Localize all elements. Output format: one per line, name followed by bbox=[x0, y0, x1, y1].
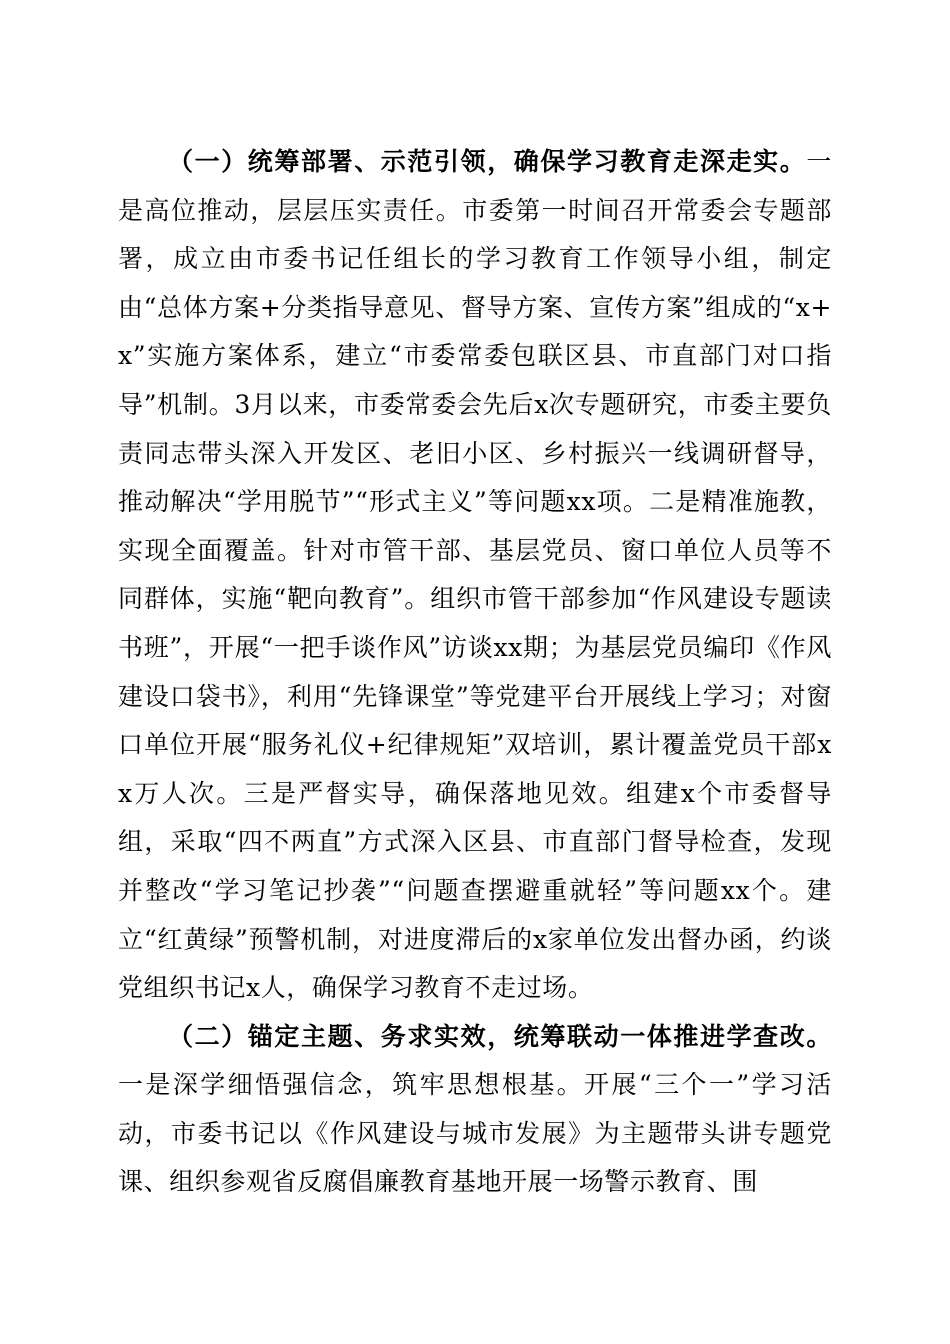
paragraph-2-body: 一是深学细悟强信念，筑牢思想根基。开展“三个一”学习活动，市委书记以《作风建设与城市发展》为主题带头讲专题党课、组织参观省反腐倡廉教育基地开展一场警示教育、围 bbox=[118, 1070, 832, 1197]
paragraph-2 bbox=[118, 1013, 832, 1207]
paragraph-1-heading: （一）统筹部署、示范引领，确保学习教育走深走实。 bbox=[168, 147, 807, 176]
document-body bbox=[118, 138, 832, 1207]
paragraph-1 bbox=[118, 138, 832, 1013]
paragraph-2-heading: （二）锚定主题、务求实效，统筹联动一体推进学查改。 bbox=[168, 1021, 832, 1051]
paragraph-1-body: 一是高位推动，层层压实责任。市委第一时间召开常委会专题部署，成立由市委书记任组长的学习教育工作领导小组，制定由“总体方案+分类指导意见、督导方案、宣传方案”组成的“x+x”实施方案体系，建立“市委常委包联区县、市直部门对口指导”机制。3月以来，市委常委会先后x次专题研究，市委主要负责同志带头深入开发区、老旧小区、乡村振兴一线调研督导，推动解决“学用脱节”“形式主义”等问题xx项。二是精准施教，实现全面覆盖。针对市管干部、基层党员、窗口单位人员等不同群体，实施“靶向教育”。组织市管干部参加“作风建设专题读书班”，开展“一把手谈作风”访谈xx期；为基层党员编印《作风建设口袋书》，利用“先锋课堂”等党建平台开展线上学习；对窗口单位开展“服务礼仪+纪律规矩”双培训，累计覆盖党员干部xx万人次。三是严督实导，确保落地见效。组建x个市委督导组，采取“四不两直”方式深入区县、市直部门督导检查，发现并整改“学习笔记抄袭”“问题查摆避重就轻”等问题xx个。建立“红黄绿”预警机制，对进度滞后的x家单位发出督办函，约谈党组织书记x人，确保学习教育不走过场。 bbox=[118, 147, 832, 1003]
